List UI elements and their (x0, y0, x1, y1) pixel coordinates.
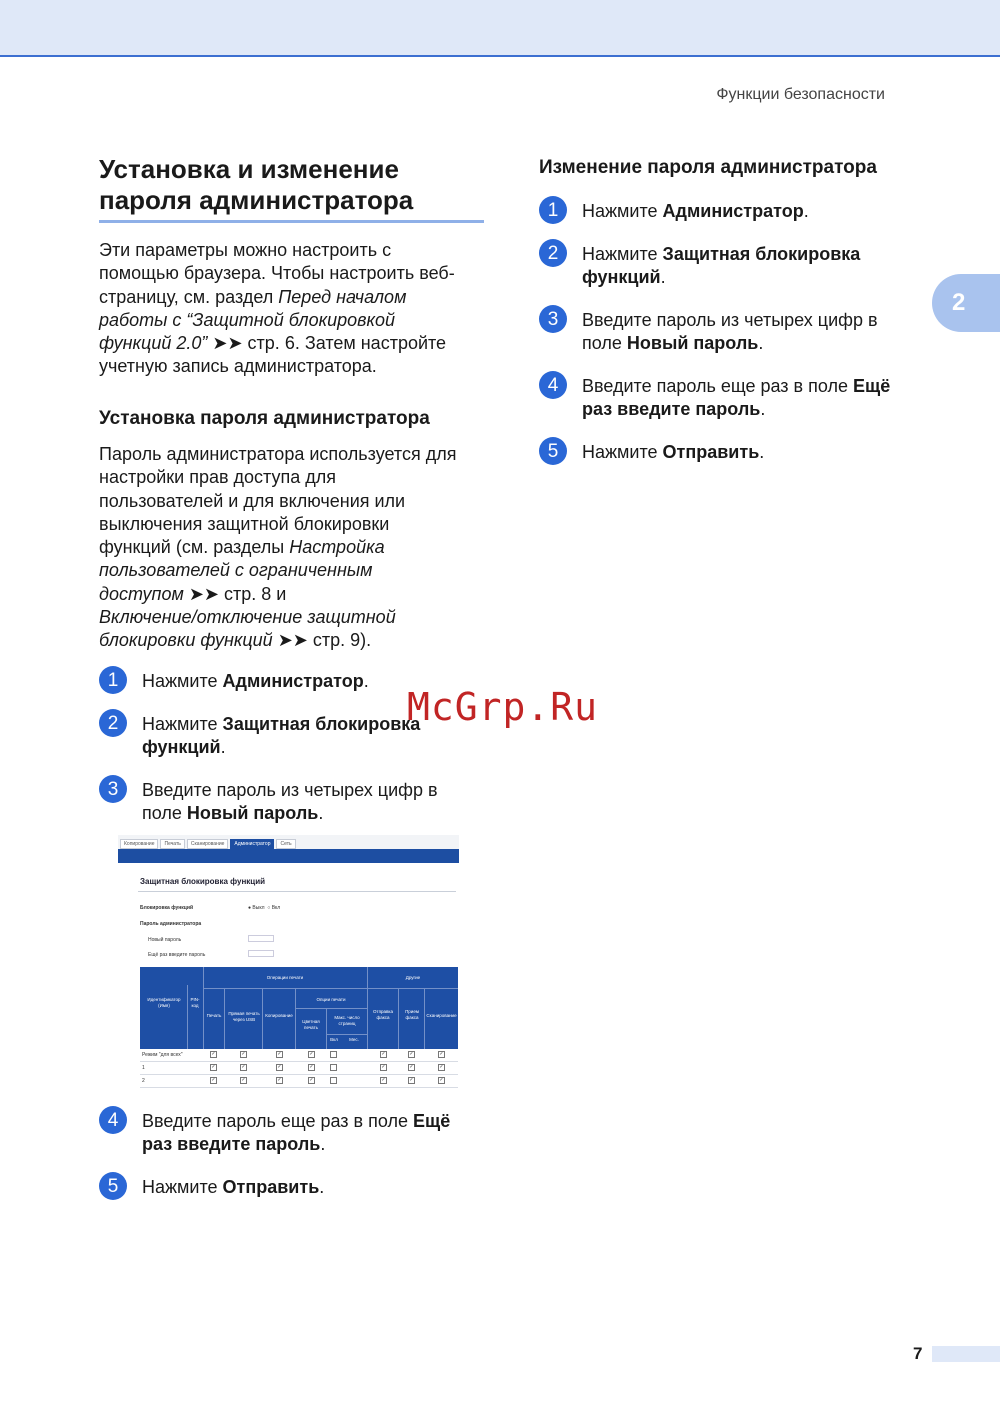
col-color: Цветная печать (302, 1019, 320, 1030)
admin-pw-label: Пароль администратора (140, 921, 202, 927)
grid-line (326, 1009, 327, 1049)
section-title-line2: пароля администратора (99, 185, 414, 215)
right-step-4 (539, 375, 890, 421)
body-link: блокировки функций (99, 630, 273, 651)
left-step-3 (99, 779, 438, 825)
web-ui-screenshot (118, 835, 459, 1090)
group-other: Другие (405, 975, 421, 980)
lock-label: Блокировка функций (140, 905, 194, 911)
checkbox[interactable]: ✓ (241, 1077, 246, 1083)
step-text: Нажмите Отправить. (142, 1177, 325, 1197)
right-step-1 (539, 200, 809, 224)
body-link: Настройка (289, 537, 385, 558)
step-number-badge: 5 (99, 1172, 127, 1200)
grid-line (295, 1008, 367, 1009)
col-copy: Копирование (265, 1013, 293, 1018)
watermark: McGrp.Ru (407, 685, 599, 729)
group-print: Операции печати (266, 975, 304, 980)
grid-line (203, 988, 458, 989)
grid-line (424, 989, 425, 1049)
checkbox[interactable]: ✓ (409, 1051, 414, 1057)
right-step-3 (539, 309, 878, 355)
body-link: пользователей с ограниченным (99, 560, 373, 581)
screenshot-title: Защитная блокировка функций (140, 877, 266, 886)
right-step-5 (539, 441, 764, 465)
page-number: 7 (913, 1344, 923, 1363)
intro-link: функций 2.0” (99, 333, 208, 354)
col-id: Идентификатор (Имя) (147, 997, 181, 1008)
step-number-badge: 4 (99, 1106, 127, 1134)
intro-paragraph (99, 239, 494, 379)
body-line: ➤➤ стр. 9). (272, 630, 372, 651)
tab-print[interactable]: Печать (160, 839, 184, 849)
intro-line: ➤➤ стр. 6. Затем настройте (207, 333, 447, 354)
body-line: функций (см. разделы (99, 537, 290, 558)
row-label: 2 (142, 1078, 145, 1084)
body-link: доступом (99, 583, 184, 604)
checkbox[interactable]: ✓ (211, 1051, 216, 1057)
step-number-badge: 1 (99, 666, 127, 694)
step-text: Введите пароль еще раз в поле Ещё раз введите пароль. (582, 376, 891, 419)
checkbox[interactable]: ✓ (381, 1064, 386, 1070)
col-maxpages: Макс. число страниц (334, 1015, 360, 1026)
screenshot-nav-bar (118, 849, 459, 863)
body-link: Включение/отключение защитной (99, 607, 396, 628)
checkbox[interactable]: ✓ (309, 1077, 314, 1083)
step-number-badge: 3 (99, 775, 127, 803)
body-line: ➤➤ стр. 8 и (183, 583, 287, 604)
body-line: пользователей и для включения или (99, 490, 406, 511)
checkbox[interactable]: ✓ (439, 1064, 444, 1070)
intro-line: Эти параметры можно настроить с (99, 240, 392, 260)
new-pw-input[interactable] (248, 935, 274, 942)
body-paragraph (99, 443, 494, 653)
left-step-4 (99, 1110, 450, 1156)
row-label: 1 (142, 1065, 145, 1071)
table-row (140, 1049, 458, 1062)
checkbox[interactable]: ✓ (211, 1064, 216, 1070)
grid-line (398, 989, 399, 1049)
row-label: Режим "для всех" (142, 1052, 183, 1058)
tab-scan[interactable]: Сканирование (187, 839, 229, 849)
retype-pw-label: Ещё раз введите пароль (148, 952, 206, 958)
new-pw-label: Новый пароль (148, 937, 182, 943)
checkbox[interactable]: ✓ (241, 1051, 246, 1057)
checkbox[interactable]: ✓ (409, 1077, 414, 1083)
subsection-title-change: Изменение пароля администратора (539, 157, 877, 178)
intro-link: работы с “Защитной блокировкой (99, 309, 396, 330)
screenshot-rule (138, 891, 456, 892)
intro-line: учетную запись администратора. (99, 356, 377, 377)
step-number-badge: 2 (539, 239, 567, 267)
group-pages: Опции печати (316, 997, 346, 1002)
body-line: Пароль администратора используется для (99, 444, 457, 464)
col-print: Печать (206, 1013, 222, 1018)
grid-line (262, 989, 263, 1049)
checkbox[interactable] (330, 1051, 337, 1058)
step-number-badge: 5 (539, 437, 567, 465)
checkbox[interactable]: ✓ (309, 1051, 314, 1057)
top-rule (0, 55, 1000, 57)
col-faxrecv: Прием факса (405, 1009, 419, 1020)
retype-pw-input[interactable] (248, 950, 274, 957)
restrictions-table-header (140, 967, 458, 1049)
col-month: Мес. (349, 1037, 359, 1042)
step-text: Нажмите Администратор. (582, 201, 809, 221)
col-usb: Прямая печать через USB (228, 1011, 260, 1022)
checkbox[interactable]: ✓ (381, 1051, 386, 1057)
step-text: Введите пароль из четырех цифр в поле Новый пароль. (582, 310, 878, 353)
step-text: Нажмите Администратор. (142, 671, 369, 691)
checkbox[interactable]: ✓ (277, 1064, 282, 1070)
step-text: Нажмите Отправить. (582, 442, 765, 462)
page-number-bar (932, 1346, 1000, 1362)
step-text: Нажмите Защитная блокировка функций. (582, 244, 861, 287)
grid-line (367, 967, 368, 1049)
grid-line (326, 1034, 367, 1035)
intro-line: помощью браузера. Чтобы настроить веб- (99, 263, 455, 284)
grid-line (224, 989, 225, 1049)
step-text: Нажмите Защитная блокировка функций. (142, 714, 421, 757)
body-line: выключения защитной блокировки (99, 513, 390, 534)
step-text: Введите пароль еще раз в поле Ещё раз введите пароль. (142, 1111, 451, 1154)
right-step-2 (539, 243, 860, 289)
intro-line: страницу, см. раздел (99, 286, 279, 307)
left-step-1 (99, 670, 369, 694)
running-title: Функции безопасности (716, 86, 885, 103)
body-line: настройки прав доступа для (99, 467, 337, 488)
checkbox[interactable]: ✓ (241, 1064, 246, 1070)
checkbox[interactable]: ✓ (211, 1077, 216, 1083)
step-number-badge: 1 (539, 196, 567, 224)
screenshot-tabs (118, 835, 459, 849)
title-underline (99, 220, 484, 223)
step-number-badge: 2 (99, 709, 127, 737)
section-title-line1: Установка и изменение (99, 154, 399, 184)
grid-line (203, 967, 204, 1049)
chapter-tab: 2 (932, 274, 1000, 332)
checkbox[interactable]: ✓ (409, 1064, 414, 1070)
intro-link: Перед началом (278, 286, 407, 307)
lock-radio-group[interactable]: ● Выкл ○ Вкл (248, 905, 281, 911)
grid-line (295, 989, 296, 1049)
step-number-badge: 3 (539, 305, 567, 333)
tab-network[interactable]: Сеть (276, 839, 295, 849)
checkbox[interactable]: ✓ (439, 1051, 444, 1057)
checkbox[interactable] (330, 1077, 337, 1084)
col-pin: PIN-код (190, 997, 200, 1008)
checkbox[interactable]: ✓ (277, 1051, 282, 1057)
table-row (140, 1075, 458, 1088)
table-row (140, 1062, 458, 1075)
top-band (0, 0, 1000, 55)
col-scan: Сканирование (426, 1013, 457, 1018)
checkbox[interactable]: ✓ (439, 1077, 444, 1083)
tab-copy[interactable]: Копирование (120, 839, 158, 849)
checkbox[interactable]: ✓ (277, 1077, 282, 1083)
tab-admin[interactable]: Администратор (230, 839, 274, 849)
checkbox[interactable]: ✓ (309, 1064, 314, 1070)
section-title (99, 154, 484, 216)
subsection-title-set: Установка пароля администратора (99, 408, 430, 429)
step-number-badge: 4 (539, 371, 567, 399)
left-step-2 (99, 713, 420, 759)
step-text: Введите пароль из четырех цифр в поле Новый пароль. (142, 780, 438, 823)
col-on: Вкл (330, 1037, 338, 1042)
grid-line (187, 985, 188, 1049)
checkbox[interactable] (330, 1064, 337, 1071)
left-step-5 (99, 1176, 324, 1200)
checkbox[interactable]: ✓ (381, 1077, 386, 1083)
col-faxsend: Отправка факса (373, 1009, 393, 1020)
